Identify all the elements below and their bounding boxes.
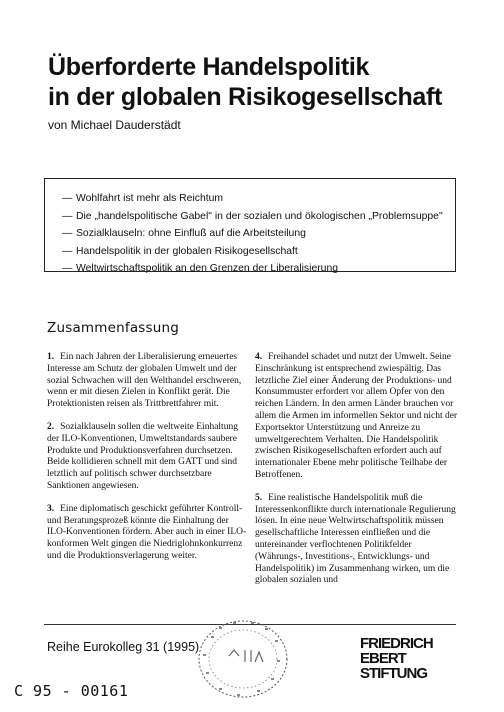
contents-item <box>62 225 457 243</box>
paragraph-number: 2. <box>47 421 55 432</box>
contents-item <box>62 243 457 261</box>
paragraph-number: 3. <box>47 503 55 514</box>
text-column-left <box>47 352 247 574</box>
contents-item <box>62 260 457 278</box>
summary-paragraph <box>255 352 460 482</box>
summary-paragraph <box>47 352 247 411</box>
contents-item-label: Wohlfahrt ist mehr als Reichtum <box>76 193 224 204</box>
contents-item <box>62 190 457 208</box>
document-title <box>48 52 478 112</box>
paragraph-number: 1. <box>47 352 55 362</box>
paragraph-text: Sozialklauseln sollen die weltweite Einhaltung der ILO-Konventionen, Umweltstandards saubere Produkte und Produktionsverfahren durchsetzen. Beide kollidieren schnell mit dem GATT und sind letztlich auf politisch schwer durchsetzbare Sanktionen angewiesen. <box>47 421 238 491</box>
library-stamp-icon <box>193 616 293 702</box>
dash-marker: — <box>62 193 73 204</box>
paragraph-text: Eine realistische Handelspolitik muß die Interessenkonflikte durch internationale Regulierung lösen. In eine neue Weltwirtschaftspolitik müssen gesellschaftliche Interessen einfließen und die untereinander verflochtenen Politikfelder (Währungs-, Investitions-, Entwicklungs- und Handelspolitik) im Zusammenhang wirken, um die globalen sozialen und <box>255 492 456 586</box>
summary-paragraph <box>47 422 247 493</box>
catalog-number: C 95 - 00161 <box>14 682 129 700</box>
series-label: Reihe Eurokolleg 31 (1995) <box>47 640 200 654</box>
paragraph-number: 4. <box>255 352 263 362</box>
paragraph-text: Freihandel schadet und nutzt der Umwelt. Seine Einschränkung ist entsprechend zwiespältig. Das letztliche Ziel einer Änderung der Produktions- und Konsummuster erfordert vor allem Opfer von den reichen Ländern. In den armen Länder brauchen vor allem die Armen im informellen Sektor und nicht der Exportsektor Unterstützung und Anreize zu umweltgerechtem Verhalten. Die Handelspolitik zwischen Risikogesellschaften erfordert auch auf internationaler Ebene mehr politische Teilhabe der Betroffenen. <box>255 352 458 480</box>
summary-paragraph <box>255 493 460 587</box>
title-line-1: Überforderte Handelspolitik <box>48 53 370 81</box>
publisher-logo <box>360 636 460 681</box>
contents-item-label: Die „handelspolitische Gabel" in der sozialen und ökologischen „Problemsuppe" <box>76 210 443 222</box>
title-line-2: in der globalen Risikogesellschaft <box>48 83 443 111</box>
logo-line-1: FRIEDRICH <box>360 635 433 652</box>
dash-marker: — <box>62 228 73 239</box>
contents-item-label: Handelspolitik in der globalen Risikogesellschaft <box>76 245 298 257</box>
contents-list <box>62 190 457 278</box>
dash-marker: — <box>62 210 73 222</box>
contents-item <box>62 208 457 226</box>
text-column-right <box>255 352 460 598</box>
contents-item-label: Weltwirtschaftspolitik an den Grenzen der Liberalisierung <box>76 263 339 274</box>
summary-heading: Zusammenfassung <box>47 320 180 336</box>
paragraph-number: 5. <box>255 492 263 503</box>
dash-marker: — <box>62 245 73 257</box>
dash-marker: — <box>62 263 73 274</box>
paragraph-text: Ein nach Jahren der Liberalisierung erneuertes Interesse am Schutz der globalen Umwelt und der sozial Schwachen will den Welthandel erschweren, wenn er mit diesen Zielen in Konflikt gerät. Die Protektionisten reisen als Trittbrettfahrer mit. <box>47 352 242 410</box>
summary-paragraph <box>47 504 247 563</box>
logo-line-2: EBERT <box>360 650 406 667</box>
logo-line-3: STIFTUNG <box>360 665 427 682</box>
paragraph-text: Eine diplomatisch geschickt geführter Kontroll- und Beratungsprozeß könnte die Einhaltung der ILO-Konventionen fördern. Aber auch in einer ILO-konformen Welt gingen die Niedriglohnkonkurrenz und die Produktionsverlagerung weiter. <box>47 503 247 561</box>
contents-item-label: Sozialklauseln: ohne Einfluß auf die Arbeitsteilung <box>76 228 306 239</box>
author-line: von Michael Dauderstädt <box>48 118 181 132</box>
